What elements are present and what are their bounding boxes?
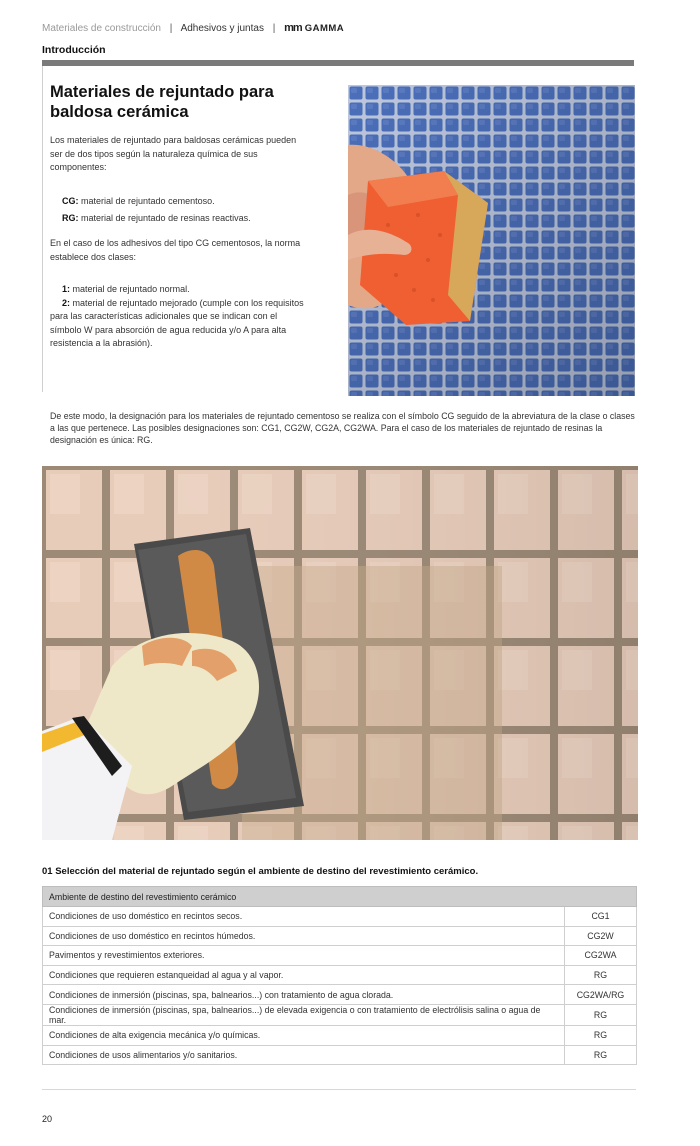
table-row (43, 1004, 637, 1025)
grout-selection-table (42, 886, 637, 1065)
breadcrumb-adhesivos[interactable]: Adhesivos y juntas (180, 23, 264, 34)
type-code: CG: (62, 196, 79, 206)
brand-mark: mm (284, 22, 302, 34)
table-header-cell: Ambiente de destino del revestimiento cerámico (43, 887, 637, 907)
section-label: Introducción (42, 44, 106, 56)
photo-grout-float-tiles (42, 466, 638, 840)
intro-paragraph-2: En el caso de los adhesivos del tipo CG cementosos, la norma establece dos clases: (50, 238, 301, 262)
top-breadcrumb (42, 22, 344, 34)
type-list (50, 195, 310, 225)
grout-code-cell: RG (565, 1025, 637, 1045)
table-header-row (43, 887, 637, 907)
breadcrumb-materiales[interactable]: Materiales de construcción (42, 23, 161, 34)
table-row (43, 965, 637, 985)
class-text: material de rejuntado normal. (72, 284, 190, 294)
environment-cell: Condiciones de uso doméstico en recintos húmedos. (43, 926, 565, 946)
table-row (43, 926, 637, 946)
photo-sponge-blue-mosaic (348, 85, 635, 396)
grout-float-illustration (42, 466, 638, 840)
type-text: material de rejuntado cementoso. (81, 196, 215, 206)
bottom-rule (42, 1089, 636, 1090)
class-code: 1: (62, 284, 71, 294)
grout-code-cell: RG (565, 1045, 637, 1065)
class-text: material de rejuntado mejorado (cumple con los requisitos para las características adicionales que se indican con el símbolo W para absorción de agua reducida y/o A para alta resistencia a la abrasión). (50, 297, 304, 348)
brand-name: GAMMA (304, 23, 345, 34)
class-item-2 (50, 297, 310, 351)
environment-cell: Condiciones de inmersión (piscinas, spa, balnearios...) con tratamiento de agua clorada. (43, 985, 565, 1005)
intro-paragraph-1: Los materiales de rejuntado para baldosas cerámicas pueden ser de dos tipos según la naturaleza química de sus componentes: (50, 135, 297, 172)
class-item-1 (50, 283, 310, 297)
table-row (43, 985, 637, 1005)
brand-logo (284, 23, 344, 34)
type-item-cg (62, 195, 310, 209)
class-code: 2: (62, 297, 71, 308)
grout-code-cell: CG1 (565, 907, 637, 927)
table-row (43, 946, 637, 966)
sponge-mosaic-illustration (348, 85, 635, 396)
grout-code-cell: CG2W (565, 926, 637, 946)
environment-cell: Condiciones de uso doméstico en recintos secos. (43, 907, 565, 927)
breadcrumb-separator: | (272, 23, 276, 34)
type-text: material de rejuntado de resinas reactivas. (81, 212, 251, 223)
grout-code-cell: CG2WA (565, 946, 637, 966)
intro-title: Materiales de rejuntado para baldosa cerámica (50, 83, 274, 121)
grout-code-cell: RG (565, 1004, 637, 1025)
environment-cell: Condiciones que requieren estanqueidad al agua y al vapor. (43, 965, 565, 985)
class-list (50, 283, 310, 351)
table-row (43, 1045, 637, 1065)
environment-cell: Pavimentos y revestimientos exteriores. (43, 946, 565, 966)
type-item-rg (62, 212, 310, 226)
table-row (43, 1025, 637, 1045)
environment-cell: Condiciones de alta exigencia mecánica y/o químicas. (43, 1025, 565, 1045)
grout-code-cell: RG (565, 965, 637, 985)
grout-code-cell: CG2WA/RG (565, 985, 637, 1005)
table-title: 01 Selección del material de rejuntado según el ambiente de destino del revestimiento cerámico. (42, 866, 479, 877)
type-code: RG: (62, 212, 79, 223)
environment-cell: Condiciones de inmersión (piscinas, spa, balnearios...) de elevada exigencia o con tratamiento de electrólisis salina o agua de mar. (43, 1004, 565, 1025)
page-number: 20 (42, 1114, 53, 1124)
breadcrumb-separator: | (169, 23, 173, 34)
environment-cell: Condiciones de usos alimentarios y/o sanitarios. (43, 1045, 565, 1065)
table-row (43, 907, 637, 927)
designation-paragraph: De este modo, la designación para los materiales de rejuntado cementoso se realiza con el símbolo CG seguido de la abreviatura de la clase o clases a las que pertenece. Las posibles designaciones son: CG1, CG2W, CG2A, CG2WA. Para el caso de los materiales de rejuntado de resinas la designación es única: RG. (50, 411, 635, 445)
